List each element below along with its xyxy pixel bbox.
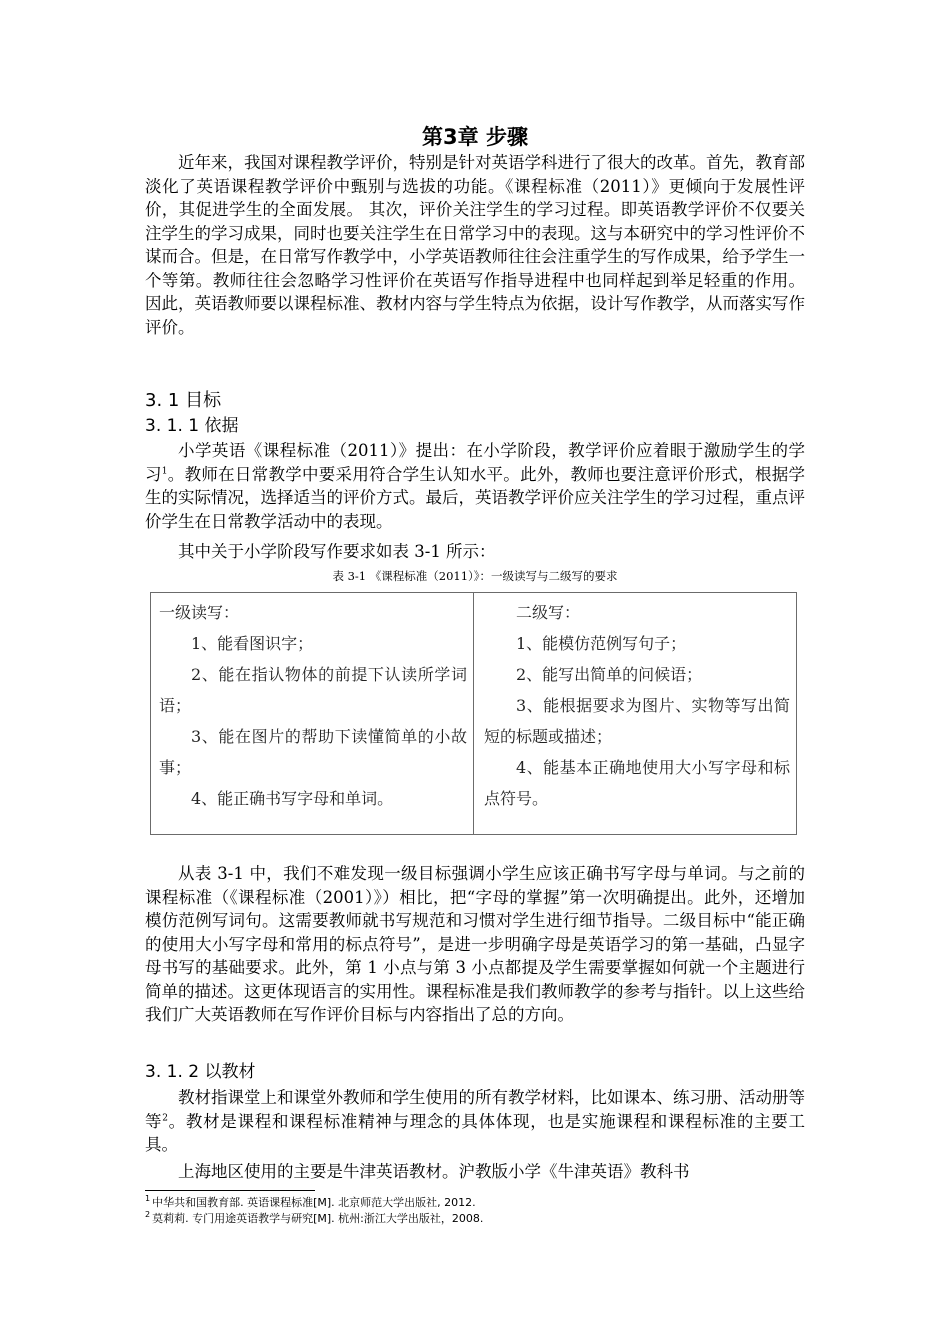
chapter-title: 第3章 步骤 [422, 125, 528, 149]
footnote-number: 2 [145, 1210, 151, 1220]
footnote-text: 莫莉莉. 专门用途英语教学与研究[M]. 杭州:浙江大学出版社，2008. [152, 1212, 484, 1225]
table-list-item: 1、能模仿范例写句子； [516, 634, 687, 653]
table-list-item: 3、能根据要求为图片、实物等写出简短的标题或描述； [484, 696, 790, 746]
textbook-text-start: 教材指课堂上和课堂外教师和学生使用的所有教学材料，比如课本、练习册、活动册等等 [145, 1088, 805, 1131]
table-list-item: 4、能基本正确地使用大小写字母和标点符号。 [484, 758, 790, 808]
section-heading-3-1: 3. 1 目标 [145, 390, 222, 411]
footnote-text: 中华共和国教育部. 英语课程标准[M]. 北京师范大学出版社, 2012. [152, 1196, 476, 1209]
footnote-number: 1 [145, 1194, 151, 1204]
table-list-item: 1、能看图识字； [191, 634, 314, 653]
basis-paragraph [145, 439, 805, 533]
table-column-level-2 [474, 593, 796, 834]
footnote-ref-2[interactable]: 2 [162, 1113, 168, 1123]
basis-text-start: 小学英语《课程标准（2011）》提出：在小学阶段，教学评价应着眼于激励学生的学习 [145, 441, 805, 484]
requirements-table [150, 592, 797, 835]
table-column-header: 二级写： [516, 603, 581, 622]
table-column-header: 一级读写： [159, 603, 240, 622]
table-list-item: 2、能写出简单的问候语； [516, 665, 703, 684]
textbook-paragraph [145, 1086, 805, 1157]
textbook-paragraph-continued: 上海地区使用的主要是牛津英语教材。沪教版小学《牛津英语》教科书 [178, 1162, 690, 1181]
footnote-2 [145, 1212, 805, 1226]
table-list-item: 4、能正确书写字母和单词。 [191, 789, 394, 808]
textbook-text-end: 。教材是课程和课程标准精神与理念的具体体现，也是实施课程和课程标准的主要工具。 [145, 1111, 806, 1154]
footnote-1 [145, 1196, 805, 1210]
basis-text-end: 。教师在日常教学中要采用符合学生认知水平。此外，教师也要注意评价形式，根据学生的实际情况，选择适当的评价方式。最后，英语教学评价应关注学生的学习过程，重点评价学生在日常教学活动中的表现。 [145, 464, 806, 531]
table-intro-paragraph: 其中关于小学阶段写作要求如表 3-1 所示： [178, 542, 496, 561]
footnote-separator [145, 1190, 315, 1191]
table-list-item: 2、能在指认物体的前提下认读所学词语； [159, 665, 467, 715]
analysis-paragraph: 从表 3-1 中，我们不难发现一级目标强调小学生应该正确书写字母与单词。与之前的课程标准（《课程标准（2001）》）相比，把“字母的掌握”第一次明确提出。此外，还增加模仿范例写词句。这需要教师就书写规范和习惯对学生进行细节指导。二级目标中“能正确的使用大小写字母和常用的标点符号”，是进一步明确字母是英语学习的第一基础，凸显字母书写的基础要求。此外，第 1 小点与第 3 小点都提及学生需要掌握如何就一个主题进行简单的描述。这更体现语言的实用性。课程标准是我们教师教学的参考与指针。以上这些给我们广大英语教师在写作评价目标与内容指出了总的方向。 [145, 864, 805, 1024]
table-list-item: 3、能在图片的帮助下读懂简单的小故事； [159, 727, 467, 777]
table-caption: 表 3-1 《课程标准（2011）》：一级读写与二级写的要求 [332, 569, 618, 583]
footnote-ref-1[interactable]: 1 [161, 466, 168, 476]
section-heading-3-1-2: 3. 1. 2 以教材 [145, 1062, 256, 1082]
section-heading-3-1-1: 3. 1. 1 依据 [145, 416, 239, 436]
table-column-level-1 [151, 593, 474, 834]
intro-paragraph: 近年来，我国对课程教学评价，特别是针对英语学科进行了很大的改革。首先，教育部淡化了英语课程教学评价中甄别与选拔的功能。《课程标准（2011）》更倾向于发展性评价，其促进学生的全面发展。 其次，评价关注学生的学习过程。即英语教学评价不仅要关注学生的学习成果，同时也要关注学生在日常学习中的表现。这与本研究中的学习性评价不谋而合。但是，在日常写作教学中，小学英语教师往往会注重学生的写作成果，给予学生一个等第。教师往往会忽略学习性评价在英语写作指导进程中也同样起到举足轻重的作用。 因此，英语教师要以课程标准、教材内容与学生特点为依据，设计写作教学，从而落实写作评价。 [145, 153, 805, 337]
